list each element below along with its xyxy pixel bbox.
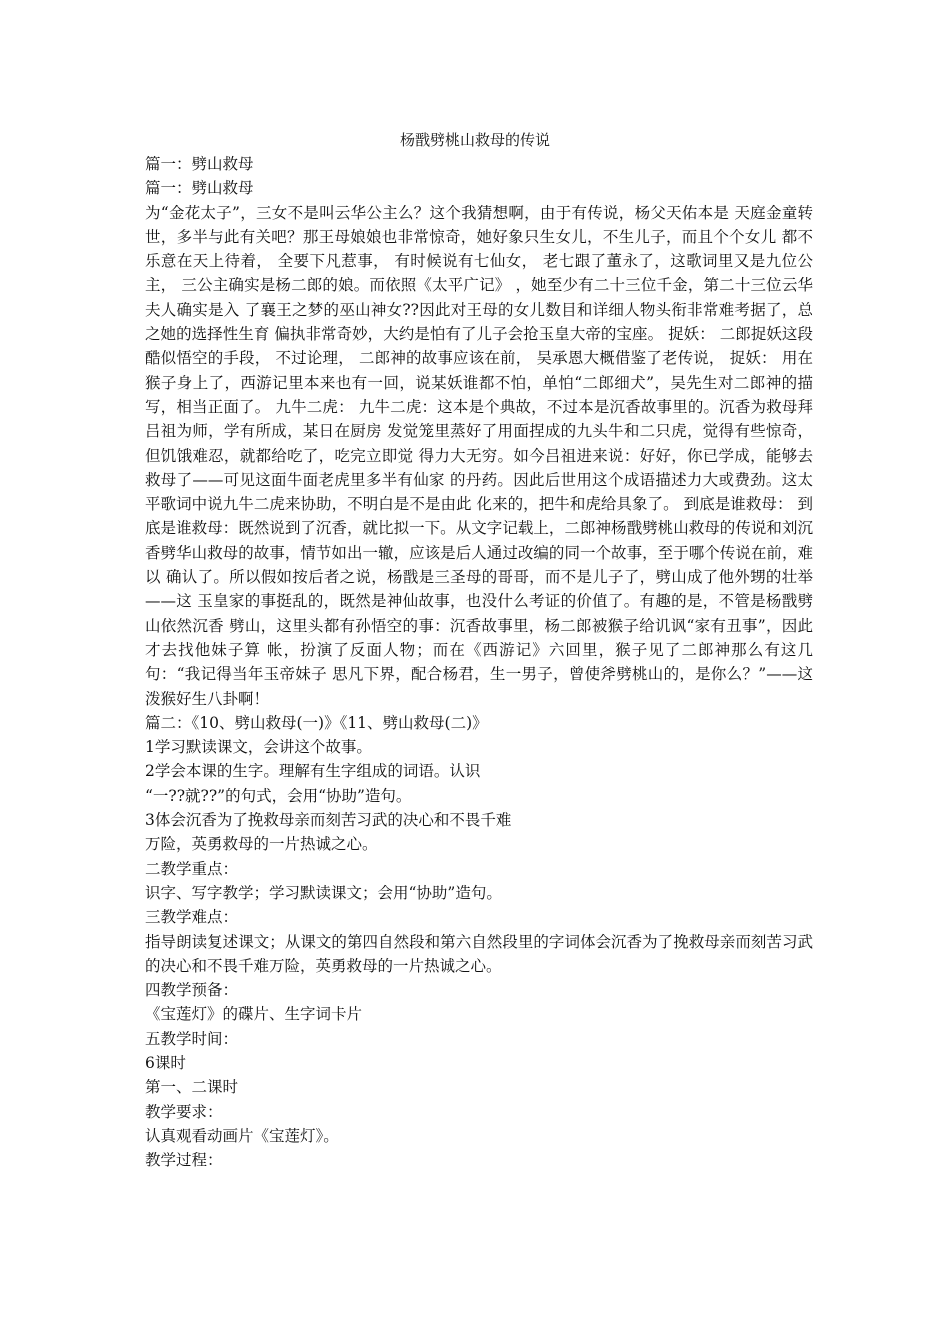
key-points-text: 识字、写字教学；学习默读课文；会用“协助”造句。 <box>145 883 502 902</box>
objective-2-cont: “一??就??”的句式，会用“协助”造句。 <box>145 786 412 805</box>
heading-part-one-repeat: 篇一：劈山救母 <box>145 179 254 198</box>
heading-part-two: 篇二：《10、劈山救母(一)》《11、劈山救母(二)》 <box>145 713 488 732</box>
heading-part-one: 篇一：劈山救母 <box>145 155 254 173</box>
lesson-heading: 第一、二课时 <box>145 1078 239 1097</box>
section-preparation: 四教学预备： <box>145 981 239 1000</box>
section-difficulties: 三教学难点： <box>145 908 239 927</box>
difficulties-text: 指导朗读复述课文；从课文的第四自然段和第六自然段里的字词体会沉香为了挽救母亲而刻苦习武的决心和不畏千难万险，英勇救母的一片热诚之心。 <box>145 932 813 975</box>
legend-paragraph: 为“金花太子”，三女不是叫云华公主么？这个我猜想啊，由于有传说，杨父天佑本是 天庭金童转世，多半与此有关吧？那王母娘娘也非常惊奇，她好象只生女儿，不生儿子，而且个个女儿 都不乐意在天上待着， 全要下凡惹事， 有时候说有七仙女， 老七跟了董永了，这歌词里又是九位公主， 三公主确实是杨二郎的娘。而依照《太平广记》 ，她至少有二十三位千金，第二十三位云华夫人确实是入 了襄王之梦的巫山神女??因此对王母的女儿数目和详细人物头衔非常难考据了，总之她的选择性生育 偏执非常奇妙，大约是怕有了儿子会抢玉皇大帝的宝座。 捉妖： 二郎捉妖这段酷似悟空的手段， 不过论理， 二郎神的故事应该在前， 吴承恩大概借鉴了老传说， 捉妖： 用在猴子身上了，西游记里本来也有一回，说某妖谁都不怕，单怕“二郎细犬”，吴先生对二郎神的描 写，相当正面了。 九牛二虎： 九牛二虎：这本是个典故，不过本是沉香故事里的。沉香为救母拜吕祖为师，学有所成，某日在厨房 发觉笼里蒸好了用面捏成的九头牛和二只虎，觉得有些惊奇，但饥饿难忍，就都给吃了，吃完立即觉 得力大无穷。如今吕祖进来说：好好，你已学成，能够去救母了——可见这面牛面老虎里多半有仙家 的丹药。因此后世用这个成语描述力大或费劲。这太平歌词中说九牛二虎来协助，不明白是不是由此 化来的，把牛和虎给具象了。 到底是谁救母： 到底是谁救母：既然说到了沉香，就比拟一下。从文字记载上，二郎神杨戬劈桃山救母的传说和刘沉 香劈华山救母的故事，情节如出一辙，应该是后人通过改编的同一个故事，至于哪个传说在前，难以 确认了。所以假如按后者之说，杨戬是三圣母的哥哥，而不是儿子了，劈山成了他外甥的壮举——这 玉皇家的事挺乱的，既然是神仙故事，也没什么考证的价值了。有趣的是，不管是杨戬劈山依然沉香 劈山，这里头都有孙悟空的事：沉香故事里，杨二郎被猴子给讥讽“家有丑事”，因此才去找他妹子算 帐，扮演了反面人物；而在《西游记》六回里，猴子见了二郎神那么有这几句：“我记得当年玉帝妹子 思凡下界，配合杨君，生一男子，曾使斧劈桃山的，是你么？”——这泼猴好生八卦啊！ <box>145 203 813 708</box>
requirements-text: 认真观看动画片《宝莲灯》。 <box>145 1126 339 1145</box>
section-key-points: 二教学重点： <box>145 859 239 878</box>
objective-3-cont: 万险，英勇救母的一片热诚之心。 <box>145 835 378 854</box>
requirements-heading: 教学要求： <box>145 1102 223 1121</box>
time-text: 6课时 <box>145 1053 186 1072</box>
document-title: 杨戬劈桃山救母的传说 <box>399 131 550 149</box>
document-body <box>145 152 813 1172</box>
section-time: 五教学时间： <box>145 1029 239 1048</box>
process-heading: 教学过程： <box>145 1151 223 1170</box>
objective-2: 2学会本课的生字。理解有生字组成的词语。认识 <box>145 762 481 781</box>
objective-3: 3体会沉香为了挽救母亲而刻苦习武的决心和不畏千难 <box>145 811 512 830</box>
objective-1: 1学习默读课文，会讲这个故事。 <box>145 738 372 757</box>
preparation-text: 《宝莲灯》的碟片、生字词卡片 <box>145 1005 363 1024</box>
